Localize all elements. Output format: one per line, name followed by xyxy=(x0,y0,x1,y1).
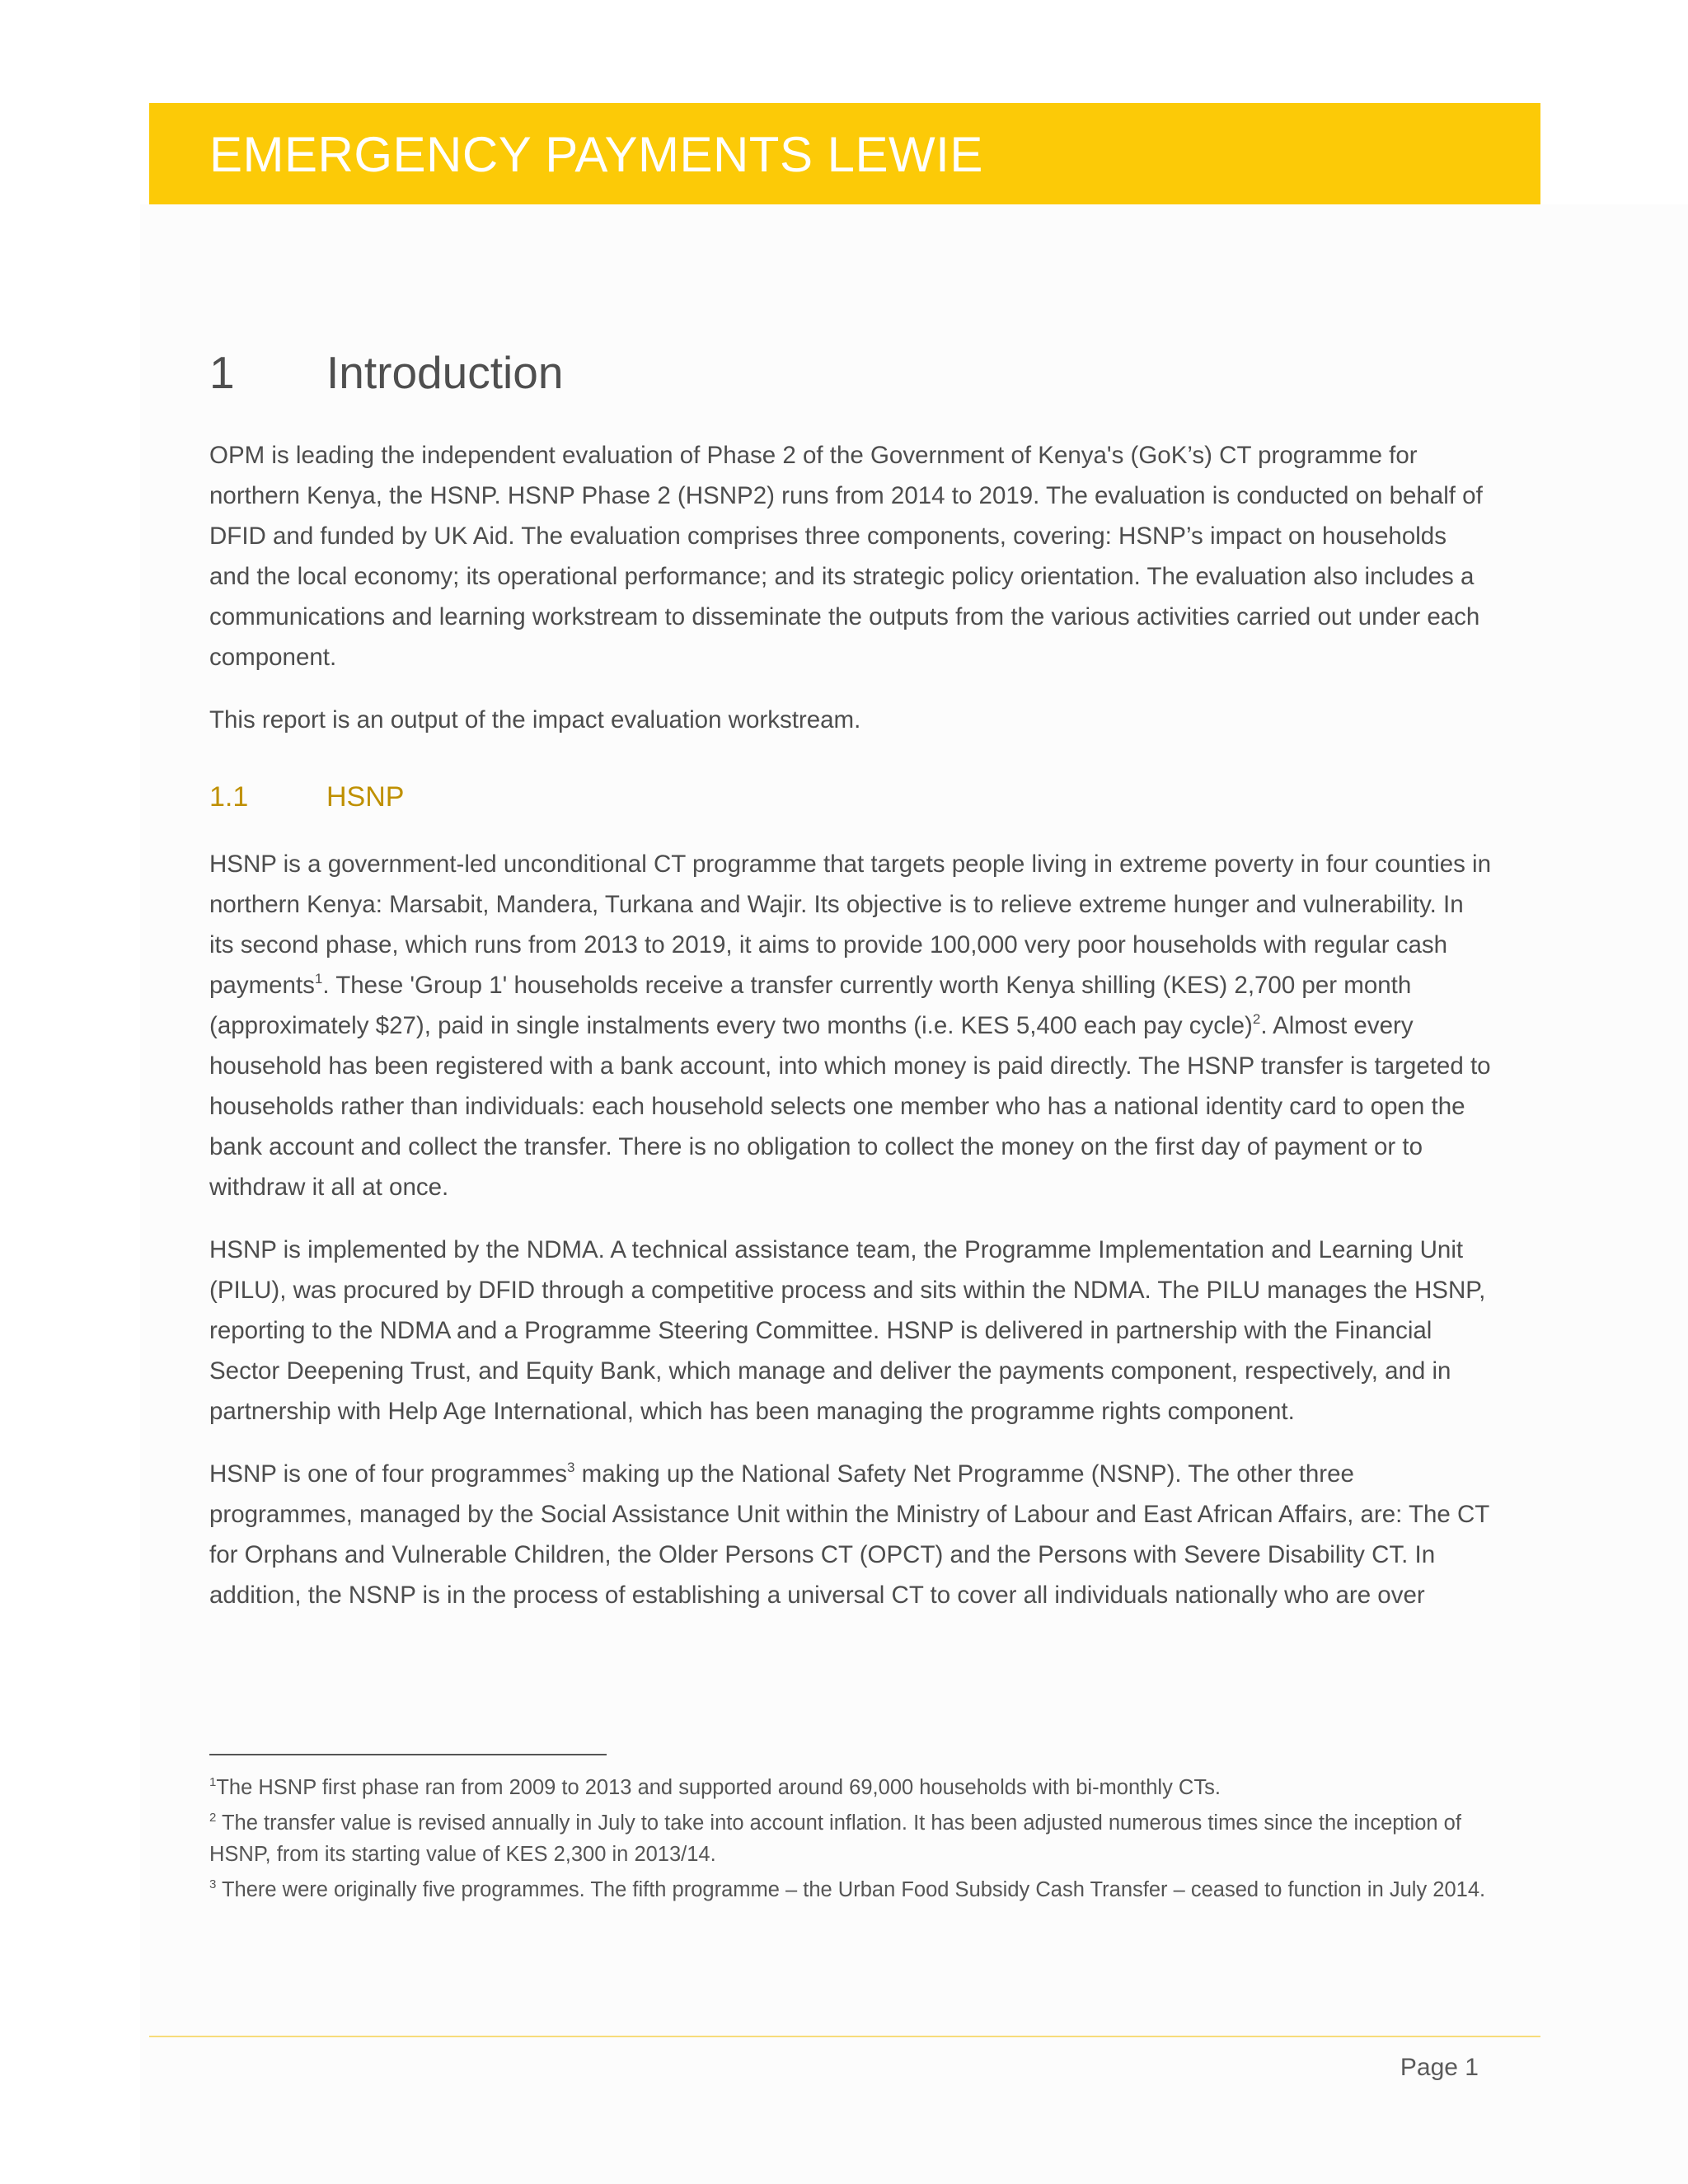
paragraph-text: . These 'Group 1' households receive a transfer currently worth Kenya shilling (KES) 2,700 per month (approximately $27), paid in single instalments every two months (i.e. KES 5,400 each pay cycle) xyxy=(209,972,1412,1039)
hsnp-description-paragraph xyxy=(209,844,1492,1207)
nsnp-paragraph xyxy=(209,1454,1492,1615)
document-title: EMERGENCY PAYMENTS LEWIE xyxy=(209,127,983,182)
footnote-marker: 1 xyxy=(209,1775,217,1789)
footnote-marker: 3 xyxy=(209,1877,217,1891)
main-content xyxy=(209,346,1492,1638)
page-number: Page 1 xyxy=(1400,2054,1479,2081)
footnote-text: The transfer value is revised annually in July to take into account inflation. It has been adjusted numerous times since the inception of HSNP, from its starting value of KES 2,300 in 2013/14. xyxy=(209,1811,1461,1866)
footnote-ref-2[interactable]: 2 xyxy=(1252,1011,1261,1027)
section-number: 1 xyxy=(209,347,235,398)
footnote-marker: 2 xyxy=(209,1811,217,1825)
section-heading xyxy=(209,346,1492,404)
hsnp-implementation-paragraph: HSNP is implemented by the NDMA. A technical assistance team, the Programme Implementation and Learning Unit (PILU), was procured by DFID through a competitive process and sits within the NDMA. The PILU manages the HSNP, reporting to the NDMA and a Programme Steering Committee. HSNP is delivered in partnership with the Financial Sector Deepening Trust, and Equity Bank, which manage and deliver the payments component, respectively, and in partnership with Help Age International, which has been managing the programme rights component. xyxy=(209,1236,1486,1425)
footnote-3 xyxy=(209,1874,1492,1905)
subsection-number: 1.1 xyxy=(209,781,249,813)
footnote-ref-3[interactable]: 3 xyxy=(566,1460,575,1475)
intro-paragraph: OPM is leading the independent evaluation of Phase 2 of the Government of Kenya's (GoK’s) CT programme for northern Kenya, the HSNP. HSNP Phase 2 (HSNP2) runs from 2014 to 2019. The evaluation is conducted on behalf of DFID and funded by UK Aid. The evaluation comprises three components, covering: HSNP’s impact on households and the local economy; its operational performance; and its strategic policy orientation. The evaluation also includes a communications and learning workstream to disseminate the outputs from the various activities carried out under each component. xyxy=(209,442,1483,671)
paragraph-text: HSNP is one of four programmes xyxy=(209,1460,567,1488)
paragraph-text: HSNP is a government-led unconditional CT programme that targets people living in extreme poverty in four counties in northern Kenya: Marsabit, Mandera, Turkana and Wajir. Its objective is to relieve extreme hunger and vulnerability. In its second phase, which runs from 2013 to 2019, it aims to provide 100,000 very poor households with regular cash payments xyxy=(209,851,1492,999)
footnote-text: There were originally five programmes. The fifth programme – the Urban Food Subsidy Cash Transfer – ceased to function in July 2014. xyxy=(216,1878,1486,1901)
footnote-text: The HSNP first phase ran from 2009 to 2013 and supported around 69,000 households with bi-monthly CTs. xyxy=(216,1776,1221,1799)
paragraph-text: making up the National Safety Net Programme (NSNP). The other three programmes, managed by the Social Assistance Unit within the Ministry of Labour and East African Affairs, are: The CT for Orphans and Vulnerable Children, the Older Persons CT (OPCT) and the Persons with Severe Disability CT. In addition, the NSNP is in the process of establishing a universal CT to cover all individuals nationally who are over xyxy=(209,1460,1489,1609)
footnote-ref-1[interactable]: 1 xyxy=(314,971,323,987)
section-title: Introduction xyxy=(326,347,564,398)
footnotes xyxy=(209,1772,1492,1910)
header-banner xyxy=(149,103,1540,204)
footnote-2 xyxy=(209,1807,1492,1870)
subsection-title: HSNP xyxy=(326,781,405,813)
footnote-1 xyxy=(209,1772,1492,1803)
paragraph-text: . Almost every household has been registered with a bank account, into which money is paid directly. The HSNP transfer is targeted to households rather than individuals: each household selects one member who has a national identity card to open the bank account and collect the transfer. There is no obligation to collect the money on the first day of payment or to withdraw it all at once. xyxy=(209,1012,1491,1201)
report-output-paragraph: This report is an output of the impact evaluation workstream. xyxy=(209,706,861,733)
footnote-separator xyxy=(209,1754,607,1755)
footer-divider xyxy=(149,2036,1540,2037)
subsection-heading xyxy=(209,781,1492,819)
